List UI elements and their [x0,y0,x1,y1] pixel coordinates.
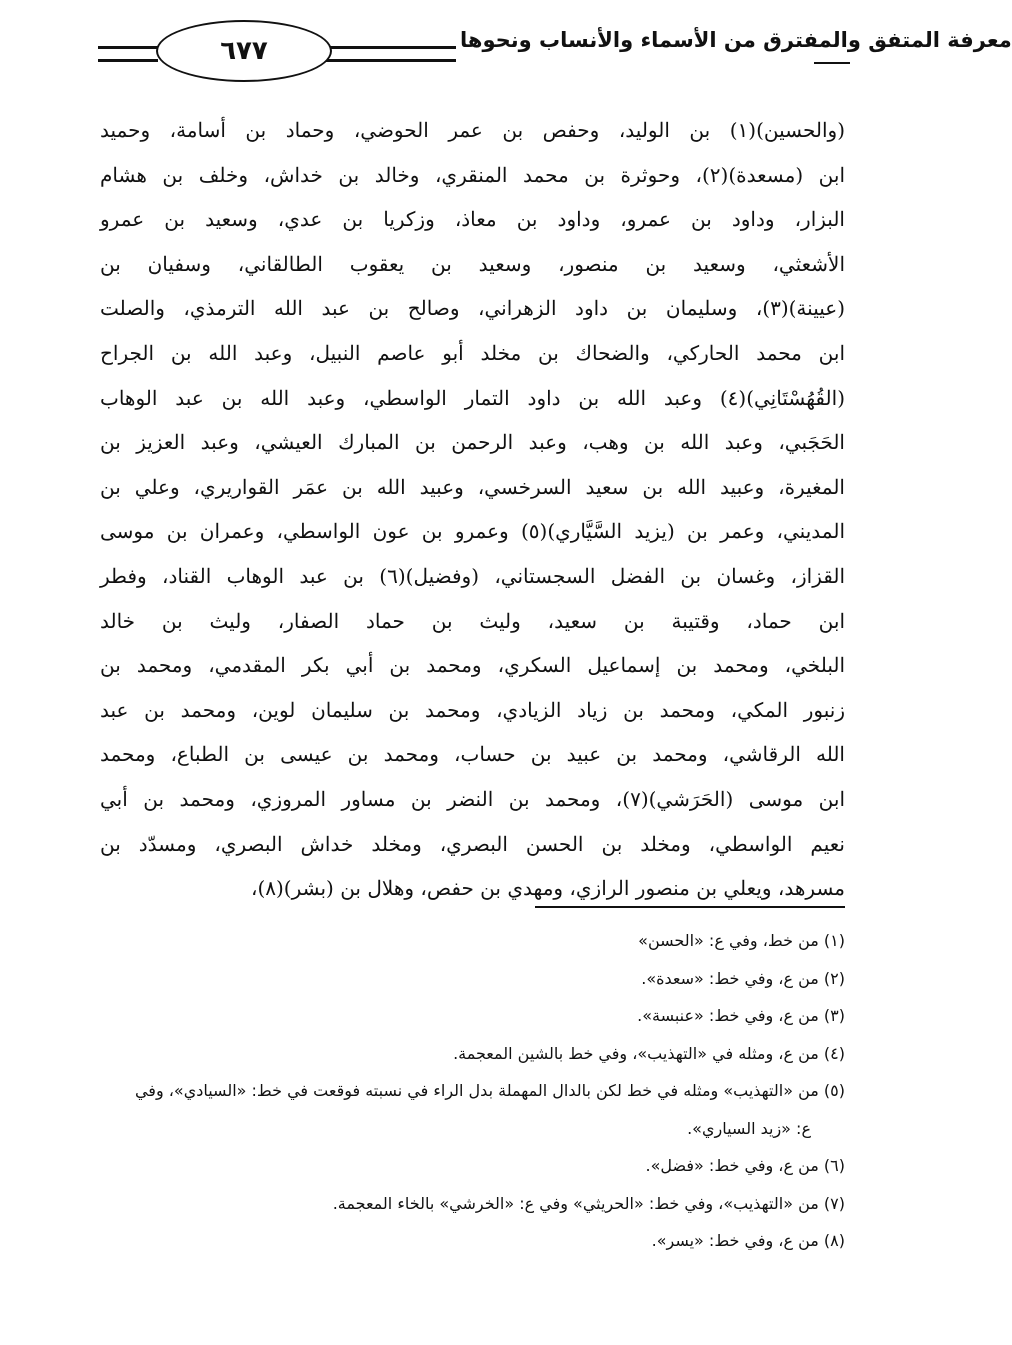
footnote-8: (٨) من ع، وفي خط: «يسر». [651,1231,845,1250]
text-line: الأشعثي، وسعيد بن منصور، وسعيد بن يعقوب الطالقاني، وسفيان بن [100,251,845,276]
footnote-3: (٣) من ع، وفي خط: «عنبسة». [637,1006,845,1025]
text-line: المديني، وعمر بن (يزيد السَّيَّاري)(٥) وعمرو بن عون الواسطي، وعمران بن موسى [100,519,845,544]
footnote-separator [535,906,845,908]
header-rule-left [98,46,158,62]
footnote-5: (٥) من «التهذيب» ومثله في خط لكن بالدال المهملة بدل الراء في نسبته فوقعت في خط: «السيادي»، وفي [134,1081,845,1100]
text-line: ابن حماد، وقتيبة بن سعيد، وليث بن حماد الصفار، وليث بن خالد [100,608,845,633]
text-line: ابن موسى (الحَرَشي)(٧)، ومحمد بن النضر بن مساور المروزي، ومحمد بن أبي [100,786,846,811]
text-line: (القُهُسْتَانِي)(٤) وعبد الله بن داود التمار الواسطي، وعبد الله بن عبد الوهاب [100,385,845,410]
text-line: نعيم الواسطي، ومخلد بن الحسن البصري، ومخلد خداش البصري، ومسدّد بن [100,831,845,856]
footnote-1: (١) من خط، وفي ع: «الحسن» [638,931,845,950]
page-number: ٦٧٧ [156,20,332,82]
text-line: المغيرة، وعبيد الله بن سعيد السرخسي، وعبيد الله بن عمَر القواريري، وعلي بن [100,474,845,499]
running-header [98,18,1012,80]
text-line: (والحسين)(١) بن الوليد، وحفص بن عمر الحوضي، وحماد بن أسامة، وحميد [100,118,845,142]
title-underline [814,62,850,64]
running-title: معرفة المتفق والمفترق من الأسماء والأنساب ونحوها [460,28,1012,52]
footnotes [95,922,845,1260]
footnote-4: (٤) من ع، ومثله في «التهذيب»، وفي خط بالشين المعجمة. [453,1043,845,1063]
text-line: ابن (مسعدة)(٢)، وحوثرة بن محمد المنقري، وخالد بن خداش، وخلف بن هشام [100,162,845,187]
body-paragraph [100,108,845,911]
text-line: مسرهد، ويعلي بن منصور الرازي، ومهدي بن حفص، وهلال بن (بشر)(٨)، [250,876,845,901]
header-rule-right [324,46,456,62]
footnote-5-continuation: ع: «زيد السياري». [687,1118,811,1138]
footnote-2: (٢) من ع، وفي خط: «سعدة». [641,968,845,988]
text-line: الحَجَبي، وعبد الله بن وهب، وعبد الرحمن بن المبارك العيشي، وعبد العزيز بن [100,430,845,455]
footnote-6: (٦) من ع، وفي خط: «فضل». [645,1156,845,1175]
text-line: زنبور المكي، ومحمد بن زياد الزيادي، ومحمد بن سليمان لوين، ومحمد بن عبد [100,697,845,722]
text-line: البلخي، ومحمد بن إسماعيل السكري، ومحمد بن أبي بكر المقدمي، ومحمد بن [100,653,845,678]
text-line: (عيينة)(٣)، وسليمان بن داود الزهراني، وصالح بن عبد الله الترمذي، والصلت [100,296,845,321]
footnote-7: (٧) من «التهذيب»، وفي خط: «الحريثي» وفي ع: «الخرشي» بالخاء المعجمة. [332,1193,845,1213]
text-line: ابن محمد الحاركي، والضحاك بن مخلد أبو عاصم النبيل، وعبد الله بن الجراح [100,340,845,365]
text-line: البزار، وداود بن عمرو، وداود بن معاذ، وزكريا بن عدي، وسعيد بن عمرو [100,207,845,232]
text-line: الله الرقاشي، ومحمد بن عبيد بن حساب، ومحمد بن عيسى بن الطباع، ومحمد [100,742,845,767]
text-line: القزاز، وغسان بن الفضل السجستاني، (وفضيل)(٦) بن عبد الوهاب القناد، وفطر [100,563,846,588]
